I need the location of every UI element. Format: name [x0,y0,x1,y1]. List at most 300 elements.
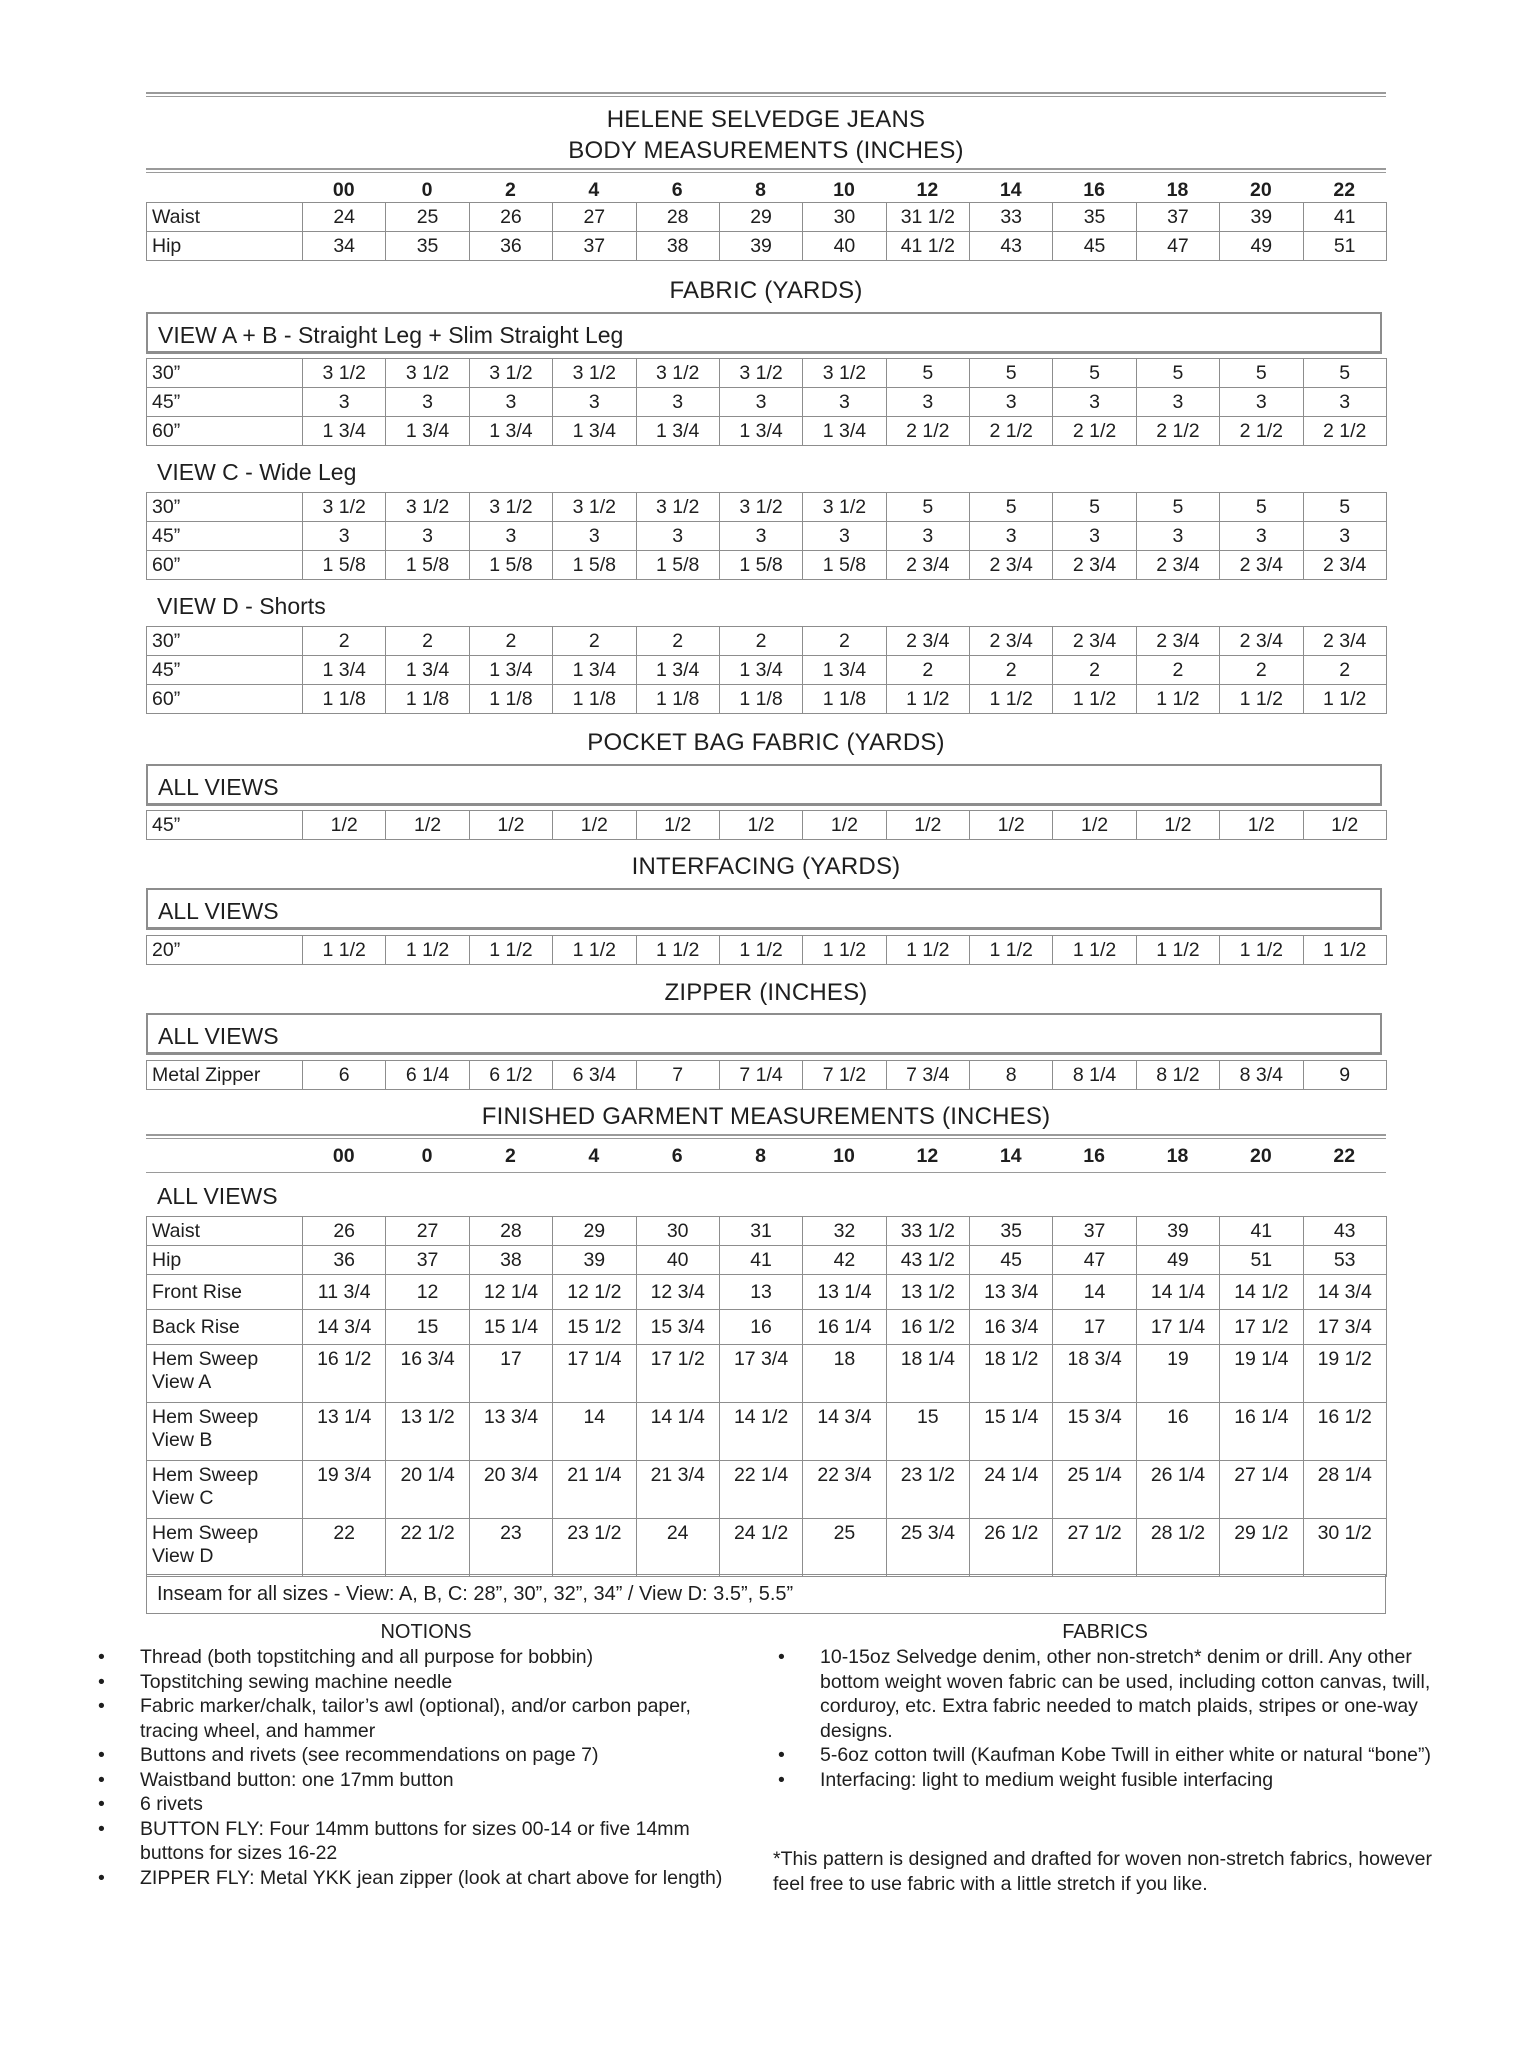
table-cell: 3 [1136,388,1219,417]
size-header: 0 [421,178,433,201]
table-cell: 3 1/2 [469,359,552,388]
table-cell: 1 3/4 [386,417,469,446]
table-row [147,685,1387,714]
table-cell: 47 [1053,1246,1136,1275]
row-label: Waist [147,1217,303,1246]
table-cell: 2 [1303,656,1386,685]
table-cell: 3 [303,522,386,551]
inseam-note: Inseam for all sizes - View: A, B, C: 28”, 30”, 32”, 34” / View D: 3.5”, 5.5” [146,1574,1386,1614]
table-cell: 14 3/4 [1303,1275,1386,1310]
list-item [98,1743,750,1768]
table-cell: 27 1/2 [1053,1519,1136,1577]
table-cell: 1 1/2 [1136,936,1219,965]
table-row [147,359,1387,388]
table-row [147,417,1387,446]
table-cell: 33 [970,203,1053,232]
table-cell: 26 1/2 [970,1519,1053,1577]
row-label: 60” [147,685,303,714]
table-cell: 2 3/4 [1136,551,1219,580]
table-cell: 5 [970,359,1053,388]
table-cell: 1/2 [1303,811,1386,840]
row-label: Hip [147,1246,303,1275]
bullet-icon: • [98,1866,105,1889]
table-cell: 3 [636,522,719,551]
table-cell: 2 3/4 [1136,627,1219,656]
table-cell: 36 [303,1246,386,1275]
row-label: Back Rise [147,1310,303,1345]
table-cell: 3 1/2 [636,493,719,522]
table-cell: 7 [636,1061,719,1090]
size-header: 12 [916,1144,939,1167]
table-cell: 19 1/4 [1220,1345,1303,1403]
table-cell: 1 1/8 [469,685,552,714]
bullet-icon: • [98,1817,105,1840]
table-cell: 2 3/4 [1303,627,1386,656]
size-header: 10 [833,1144,855,1167]
table-row [147,627,1387,656]
table-row [147,551,1387,580]
table-cell: 51 [1220,1246,1303,1275]
row-label: 45” [147,811,303,840]
table-cell: 1 1/2 [970,685,1053,714]
finished-rule [146,1134,1386,1136]
list-item-text: Fabric marker/chalk, tailor’s awl (optional), and/or carbon paper, tracing wheel, and hammer [140,1695,691,1742]
table-cell: 37 [553,232,636,261]
size-header: 00 [332,178,355,201]
table-cell: 28 1/2 [1136,1519,1219,1577]
table-cell: 2 [719,627,802,656]
table-cell: 2 [386,627,469,656]
table-row [147,1310,1387,1345]
table-cell: 43 1/2 [886,1246,969,1275]
table-cell: 1 3/4 [636,417,719,446]
table-cell: 30 [803,203,886,232]
table-cell: 45 [1053,232,1136,261]
table-cell: 1 1/2 [1303,685,1386,714]
table-cell: 21 1/4 [553,1461,636,1519]
table-cell: 24 [636,1519,719,1577]
table-cell: 25 [386,203,469,232]
table-cell: 17 1/4 [553,1345,636,1403]
table-cell: 1/2 [970,811,1053,840]
table-cell: 51 [1303,232,1386,261]
body-measurements-title: BODY MEASUREMENTS (INCHES) [568,137,964,164]
table-cell: 22 [303,1519,386,1577]
table-cell: 23 [469,1519,552,1577]
table-cell: 1 1/8 [386,685,469,714]
table-cell: 13 1/4 [803,1275,886,1310]
table-cell: 5 [1053,359,1136,388]
zipper-table [146,1060,1387,1090]
body-size-header [146,176,1386,204]
list-item [778,1645,1432,1743]
bullet-icon: • [778,1768,785,1791]
size-header: 20 [1249,178,1272,201]
table-cell: 1 1/2 [1136,685,1219,714]
table-cell: 3 [553,522,636,551]
table-cell: 38 [469,1246,552,1275]
row-label: Hem Sweep View A [147,1345,303,1403]
table-cell: 14 3/4 [303,1310,386,1345]
size-header: 2 [505,178,516,201]
table-cell: 15 3/4 [636,1310,719,1345]
row-label: Metal Zipper [147,1061,303,1090]
list-item [98,1694,750,1743]
list-item [98,1670,750,1695]
zipper-title: ZIPPER (INCHES) [664,979,868,1006]
list-item-text: Waistband button: one 17mm button [140,1768,454,1791]
table-cell: 17 1/2 [636,1345,719,1403]
table-cell: 5 [1053,493,1136,522]
table-cell: 13 3/4 [469,1403,552,1461]
table-cell: 29 [553,1217,636,1246]
table-cell: 1 1/2 [719,936,802,965]
table-cell: 16 1/4 [1220,1403,1303,1461]
table-cell: 12 1/4 [469,1275,552,1310]
table-cell: 3 [553,388,636,417]
table-row [147,1461,1387,1519]
table-cell: 35 [386,232,469,261]
table-row [147,1061,1387,1090]
size-header: 22 [1333,1144,1356,1167]
list-item-text: 5-6oz cotton twill (Kaufman Kobe Twill in either white or natural “bone”) [820,1744,1431,1766]
table-cell: 1/2 [1053,811,1136,840]
table-cell: 22 3/4 [803,1461,886,1519]
table-cell: 1/2 [303,811,386,840]
table-cell: 5 [886,359,969,388]
table-cell: 1 3/4 [303,417,386,446]
table-cell: 1 5/8 [553,551,636,580]
table-cell: 1 1/2 [1220,685,1303,714]
table-cell: 2 [636,627,719,656]
table-cell: 1/2 [386,811,469,840]
table-cell: 14 3/4 [803,1403,886,1461]
bullet-icon: • [98,1744,105,1766]
table-cell: 25 3/4 [886,1519,969,1577]
table-cell: 2 3/4 [1220,551,1303,580]
list-item [98,1817,750,1866]
table-row [147,936,1387,965]
row-label: 20” [147,936,303,965]
table-cell: 3 1/2 [553,359,636,388]
table-cell: 3 [803,522,886,551]
table-cell: 5 [886,493,969,522]
table-cell: 3 [886,522,969,551]
row-label: 60” [147,551,303,580]
size-header: 22 [1333,178,1356,201]
table-cell: 26 [303,1217,386,1246]
list-item [98,1866,750,1891]
table-cell: 13 1/2 [886,1275,969,1310]
table-cell: 17 1/4 [1136,1310,1219,1345]
table-cell: 37 [1053,1217,1136,1246]
pocket-bag-title: POCKET BAG FABRIC (YARDS) [587,729,945,756]
table-cell: 1 1/8 [636,685,719,714]
table-cell: 14 [1053,1275,1136,1310]
table-cell: 20 1/4 [386,1461,469,1519]
table-cell: 3 [803,388,886,417]
table-cell: 17 3/4 [1303,1310,1386,1345]
finished-size-header [146,1142,1386,1170]
table-cell: 3 1/2 [386,359,469,388]
view-c-table [146,492,1387,580]
table-cell: 1 3/4 [719,656,802,685]
table-cell: 11 3/4 [303,1275,386,1310]
size-header: 12 [916,178,939,201]
table-cell: 45 [970,1246,1053,1275]
table-cell: 2 1/2 [970,417,1053,446]
fabrics-title: FABRICS [1062,1621,1148,1643]
table-cell: 3 1/2 [553,493,636,522]
table-row [147,1275,1387,1310]
table-cell: 3 [1303,388,1386,417]
row-label: 45” [147,388,303,417]
table-cell: 5 [1220,493,1303,522]
bullet-icon: • [98,1695,105,1717]
table-cell: 29 1/2 [1220,1519,1303,1577]
table-cell: 30 1/2 [1303,1519,1386,1577]
table-row [147,232,1387,261]
table-cell: 28 1/4 [1303,1461,1386,1519]
table-cell: 15 3/4 [1053,1403,1136,1461]
table-cell: 21 3/4 [636,1461,719,1519]
table-cell: 2 [1220,656,1303,685]
top-rule [146,92,1386,94]
interfacing-title: INTERFACING (YARDS) [631,853,901,880]
table-cell: 6 1/4 [386,1061,469,1090]
size-header: 14 [999,1144,1022,1167]
size-header: 4 [588,1144,600,1167]
table-cell: 2 3/4 [1053,627,1136,656]
table-cell: 39 [1136,1217,1219,1246]
table-cell: 3 1/2 [803,493,886,522]
table-cell: 3 [1053,522,1136,551]
list-item-text: Thread (both topstitching and all purpose for bobbin) [140,1646,594,1668]
table-cell: 1 1/2 [886,685,969,714]
table-cell: 17 [1053,1310,1136,1345]
size-header: 20 [1249,1144,1272,1167]
table-cell: 1 1/2 [1220,936,1303,965]
table-row [147,1217,1387,1246]
table-cell: 31 [719,1217,802,1246]
fabrics-list [778,1645,1432,1792]
fabric-title: FABRIC (YARDS) [669,277,863,304]
list-item [98,1792,750,1817]
table-cell: 41 [1303,203,1386,232]
table-cell: 47 [1136,232,1219,261]
row-label: 45” [147,522,303,551]
table-cell: 26 1/4 [1136,1461,1219,1519]
table-cell: 40 [803,232,886,261]
table-cell: 5 [1136,359,1219,388]
table-cell: 13 3/4 [970,1275,1053,1310]
table-cell: 3 [386,388,469,417]
list-item-text: 6 rivets [140,1793,203,1815]
table-cell: 18 [803,1345,886,1403]
table-cell: 8 1/4 [1053,1061,1136,1090]
table-cell: 5 [1220,359,1303,388]
table-cell: 15 [886,1403,969,1461]
table-cell: 7 1/4 [719,1061,802,1090]
table-cell: 1 1/2 [469,936,552,965]
table-cell: 3 [886,388,969,417]
row-label: Waist [147,203,303,232]
table-cell: 14 1/4 [1136,1275,1219,1310]
table-cell: 42 [803,1246,886,1275]
table-cell: 1 1/2 [970,936,1053,965]
interfacing-all-views-label: ALL VIEWS [146,888,1382,930]
list-item-text: BUTTON FLY: Four 14mm buttons for sizes 00-14 or five 14mm buttons for sizes 16-22 [140,1817,690,1864]
table-cell: 15 1/4 [469,1310,552,1345]
bullet-icon: • [778,1744,785,1766]
view-ab-table [146,358,1387,446]
table-cell: 3 [469,522,552,551]
size-header: 00 [332,1144,355,1167]
fabrics-footnote: *This pattern is designed and drafted for woven non-stretch fabrics, however feel free to use fabric with a little stretch if you like. [773,1848,1433,1895]
bullet-icon: • [98,1670,105,1693]
table-cell: 20 3/4 [469,1461,552,1519]
table-row [147,388,1387,417]
table-cell: 43 [970,232,1053,261]
table-row [147,1403,1387,1461]
table-cell: 27 1/4 [1220,1461,1303,1519]
table-cell: 2 [303,627,386,656]
table-cell: 1 3/4 [386,656,469,685]
table-cell: 1 3/4 [469,656,552,685]
table-cell: 14 [553,1403,636,1461]
table-cell: 24 1/2 [719,1519,802,1577]
size-header: 18 [1166,178,1189,201]
size-header: 8 [755,178,766,201]
table-cell: 30 [636,1217,719,1246]
table-cell: 1 1/8 [803,685,886,714]
finished-header-rule [146,1172,1386,1173]
table-cell: 14 1/2 [1220,1275,1303,1310]
body-measurements-table [146,202,1387,261]
table-cell: 3 1/2 [636,359,719,388]
table-cell: 1 1/2 [1303,936,1386,965]
view-c-label: VIEW C - Wide Leg [157,459,357,485]
table-cell: 16 3/4 [970,1310,1053,1345]
top-rule [146,96,1386,97]
table-cell: 2 [803,627,886,656]
table-cell: 5 [1136,493,1219,522]
table-cell: 39 [1220,203,1303,232]
table-cell: 13 [719,1275,802,1310]
table-cell: 22 1/4 [719,1461,802,1519]
table-cell: 1 1/2 [1053,936,1136,965]
table-cell: 17 [469,1345,552,1403]
table-cell: 1 1/2 [636,936,719,965]
table-cell: 6 [303,1061,386,1090]
table-row [147,811,1387,840]
table-row [147,522,1387,551]
table-cell: 36 [469,232,552,261]
table-cell: 3 [1220,522,1303,551]
row-label: Hip [147,232,303,261]
table-cell: 1 3/4 [803,417,886,446]
table-cell: 8 3/4 [1220,1061,1303,1090]
table-cell: 12 3/4 [636,1275,719,1310]
list-item-text: Interfacing: light to medium weight fusible interfacing [820,1768,1274,1791]
size-header: 16 [1083,1144,1105,1167]
table-cell: 16 1/2 [1303,1403,1386,1461]
row-label: 30” [147,359,303,388]
table-row [147,493,1387,522]
table-cell: 6 3/4 [553,1061,636,1090]
table-cell: 3 [970,388,1053,417]
bullet-icon: • [778,1646,785,1668]
list-item-text: Buttons and rivets (see recommendations on page 7) [140,1744,599,1766]
table-cell: 28 [636,203,719,232]
row-label: 60” [147,417,303,446]
table-cell: 23 1/2 [553,1519,636,1577]
table-cell: 1 5/8 [803,551,886,580]
table-cell: 1 1/2 [886,936,969,965]
table-cell: 1 3/4 [719,417,802,446]
table-cell: 2 3/4 [886,551,969,580]
table-cell: 2 3/4 [1053,551,1136,580]
bullet-icon: • [98,1768,105,1791]
table-cell: 1 3/4 [553,417,636,446]
table-cell: 3 [1136,522,1219,551]
table-cell: 41 1/2 [886,232,969,261]
table-cell: 40 [636,1246,719,1275]
table-cell: 2 [1053,656,1136,685]
interfacing-table [146,935,1387,965]
table-cell: 37 [386,1246,469,1275]
row-label: Front Rise [147,1275,303,1310]
table-cell: 1 3/4 [636,656,719,685]
view-ab-label: VIEW A + B - Straight Leg + Slim Straight Leg [146,312,1382,354]
list-item [778,1743,1432,1768]
table-cell: 2 3/4 [1220,627,1303,656]
table-cell: 35 [1053,203,1136,232]
table-cell: 1 5/8 [469,551,552,580]
table-cell: 1/2 [886,811,969,840]
list-item [98,1645,750,1670]
list-item-text: ZIPPER FLY: Metal YKK jean zipper (look at chart above for length) [140,1866,723,1889]
table-cell: 26 [469,203,552,232]
table-cell: 19 [1136,1345,1219,1403]
table-cell: 39 [719,232,802,261]
table-cell: 15 1/2 [553,1310,636,1345]
table-cell: 2 [1136,656,1219,685]
table-cell: 3 [1303,522,1386,551]
finished-measurements-table [146,1216,1387,1577]
table-cell: 18 1/2 [970,1345,1053,1403]
table-cell: 31 1/2 [886,203,969,232]
table-cell: 1 3/4 [803,656,886,685]
table-cell: 34 [303,232,386,261]
table-cell: 3 [719,388,802,417]
row-label: 30” [147,627,303,656]
table-cell: 1 1/8 [553,685,636,714]
table-cell: 5 [1303,493,1386,522]
finished-all-views-label: ALL VIEWS [157,1183,278,1209]
size-header: 8 [755,1144,766,1167]
size-header: 6 [671,178,683,201]
table-cell: 2 1/2 [886,417,969,446]
table-row [147,1246,1387,1275]
table-cell: 39 [553,1246,636,1275]
table-cell: 2 1/2 [1220,417,1303,446]
table-cell: 13 1/4 [303,1403,386,1461]
table-cell: 15 1/4 [970,1403,1053,1461]
size-header: 2 [505,1144,516,1167]
notions-title: NOTIONS [380,1621,472,1643]
size-header: 6 [671,1144,683,1167]
